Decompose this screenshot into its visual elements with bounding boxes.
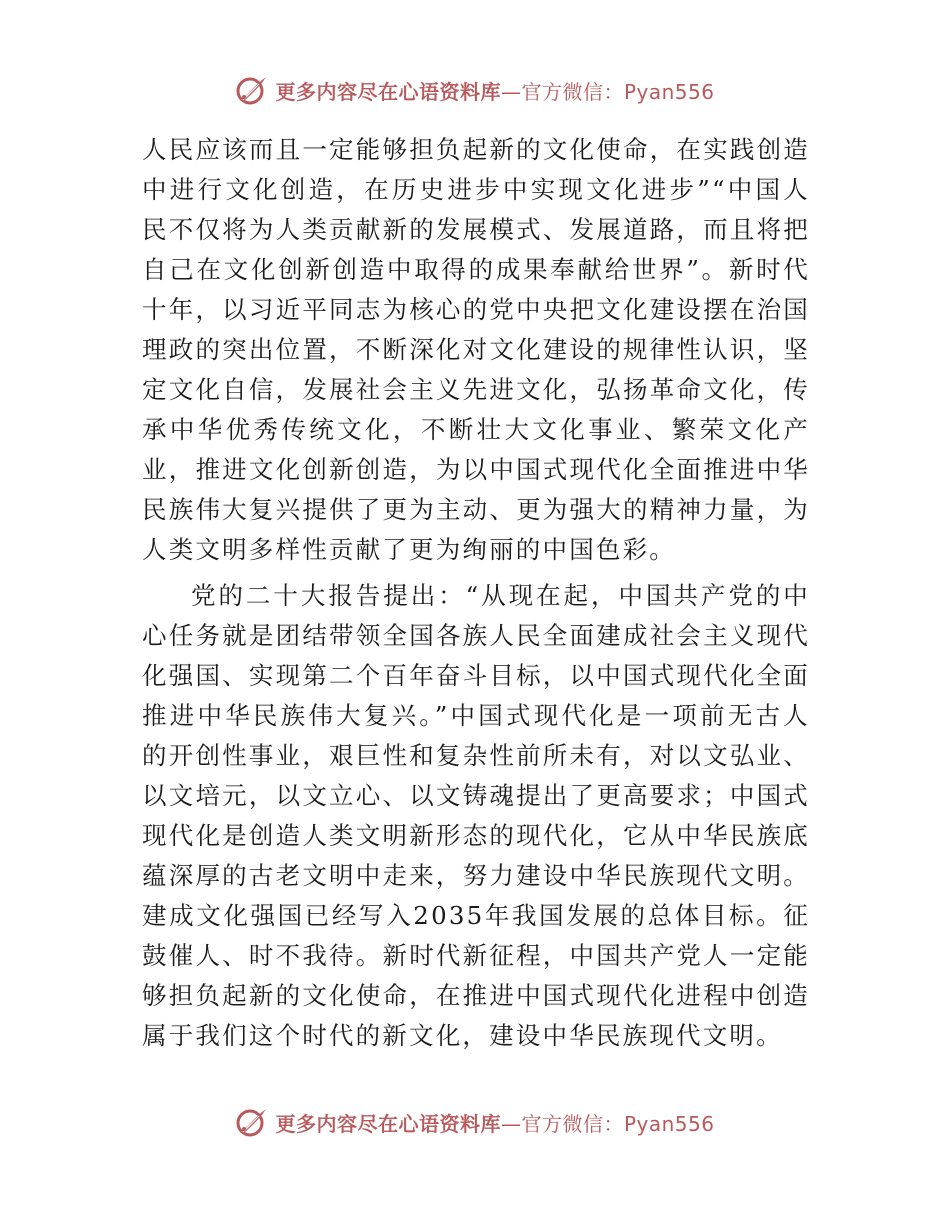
paragraph: 党的二十大报告提出：“从现在起，中国共产党的中心任务就是团结带领全国各族人民全面建成社会主义现代化强国、实现第二个百年奋斗目标，以中国式现代化全面推进中华民族伟大复兴。”中国式现代化是一项前无古人的开创性事业，艰巨性和复杂性前所未有，对以文弘业、以文培元，以文立心、以文铸魂提出了更高要求；中国式现代化是创造人类文明新形态的现代化，它从中华民族底蕴深厚的古老文明中走来，努力建设中华民族现代文明。建成文化强国已经写入2035年我国发展的总体目标。征鼓催人、时不我待。新时代新征程，中国共产党人一定能够担负起新的文化使命，在推进中国式现代化进程中创造属于我们这个时代的新文化，建设中华民族现代文明。: [142, 581, 810, 1050]
footer-banner-inner: [235, 1105, 714, 1139]
quill-pen-logo-icon: [235, 1105, 269, 1139]
header-banner: [0, 70, 950, 110]
footer-banner-text: [275, 1108, 714, 1137]
header-banner-text: [275, 76, 714, 105]
footer-site-text: 更多内容尽在心语资料库: [275, 1111, 501, 1136]
document-body: [142, 130, 810, 1056]
header-banner-inner: [235, 73, 714, 107]
footer-banner: [0, 1102, 950, 1142]
paragraph-continued: 人民应该而且一定能够担负起新的文化使命，在实践创造中进行文化创造，在历史进步中实现文化进步”“中国人民不仅将为人类贡献新的发展模式、发展道路，而且将把自己在文化创新创造中取得的成果奉献给世界”。新时代十年，以习近平同志为核心的党中央把文化建设摆在治国理政的突出位置，不断深化对文化建设的规律性认识，坚定文化自信，发展社会主义先进文化，弘扬革命文化，传承中华优秀传统文化，不断壮大文化事业、繁荣文化产业，推进文化创新创造，为以中国式现代化全面推进中华民族伟大复兴提供了更为主动、更为强大的精神力量，为人类文明多样性贡献了更为绚丽的中国色彩。: [142, 135, 810, 564]
header-site-text: 更多内容尽在心语资料库: [275, 79, 501, 104]
footer-contact-text: —官方微信：Pyan556: [500, 1111, 715, 1136]
quill-pen-logo-icon: [235, 73, 269, 107]
header-contact-text: —官方微信：Pyan556: [500, 79, 715, 104]
